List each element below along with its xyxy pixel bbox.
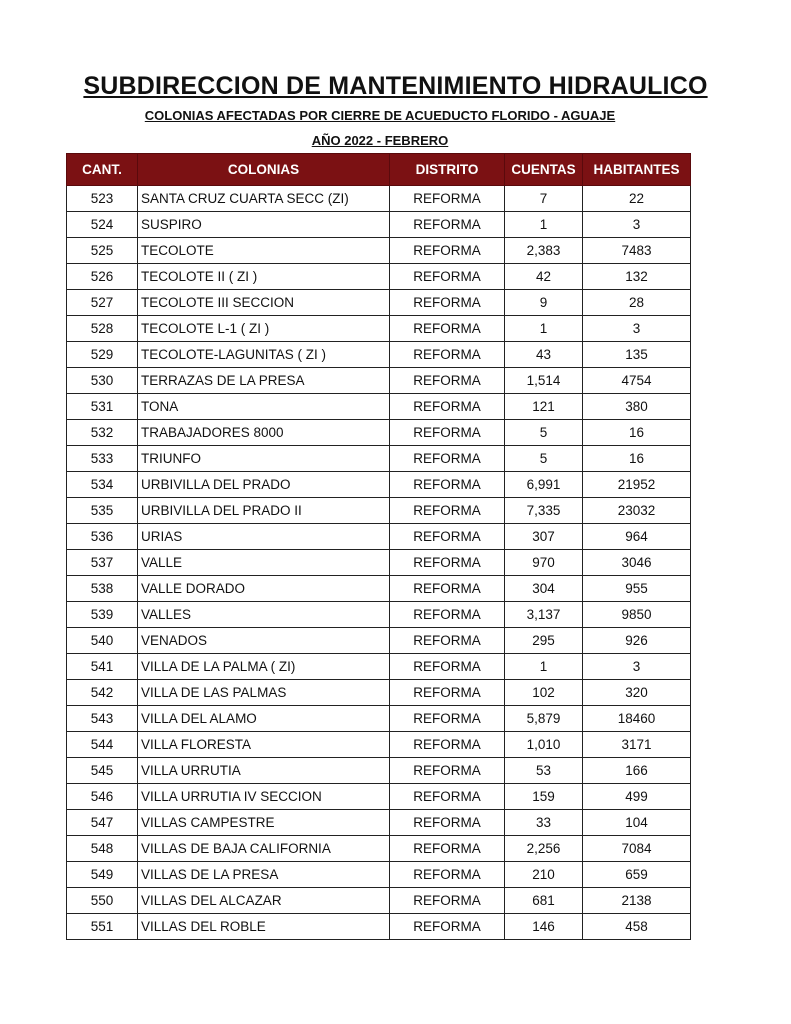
cell-colonia: SANTA CRUZ CUARTA SECC (ZI)	[138, 186, 390, 212]
cell-cuentas: 1	[505, 654, 583, 680]
cell-cant: 525	[67, 238, 138, 264]
cell-cant: 545	[67, 758, 138, 784]
cell-distrito: REFORMA	[390, 862, 505, 888]
table-row	[67, 758, 691, 784]
cell-distrito: REFORMA	[390, 316, 505, 342]
header-habitantes: HABITANTES	[583, 154, 691, 186]
table-row	[67, 550, 691, 576]
cell-colonia: VILLAS DEL ALCAZAR	[138, 888, 390, 914]
cell-distrito: REFORMA	[390, 706, 505, 732]
cell-cuentas: 102	[505, 680, 583, 706]
cell-cant: 526	[67, 264, 138, 290]
table-row	[67, 836, 691, 862]
cell-distrito: REFORMA	[390, 628, 505, 654]
cell-cuentas: 2,383	[505, 238, 583, 264]
cell-cant: 536	[67, 524, 138, 550]
report-period: AÑO 2022 - FEBRERO	[311, 133, 449, 148]
cell-cant: 534	[67, 472, 138, 498]
cell-distrito: REFORMA	[390, 732, 505, 758]
table-row	[67, 680, 691, 706]
cell-cant: 544	[67, 732, 138, 758]
cell-distrito: REFORMA	[390, 784, 505, 810]
cell-colonia: URBIVILLA DEL PRADO	[138, 472, 390, 498]
table-row	[67, 316, 691, 342]
table-row	[67, 602, 691, 628]
cell-colonia: TONA	[138, 394, 390, 420]
cell-cant: 541	[67, 654, 138, 680]
cell-habitantes: 964	[583, 524, 691, 550]
cell-habitantes: 16	[583, 446, 691, 472]
cell-colonia: URBIVILLA DEL PRADO II	[138, 498, 390, 524]
cell-habitantes: 135	[583, 342, 691, 368]
cell-cuentas: 970	[505, 550, 583, 576]
cell-distrito: REFORMA	[390, 342, 505, 368]
cell-distrito: REFORMA	[390, 836, 505, 862]
table-row	[67, 888, 691, 914]
cell-cant: 532	[67, 420, 138, 446]
cell-habitantes: 18460	[583, 706, 691, 732]
table-row	[67, 368, 691, 394]
cell-colonia: VILLA URRUTIA	[138, 758, 390, 784]
cell-cant: 543	[67, 706, 138, 732]
cell-cant: 523	[67, 186, 138, 212]
cell-cant: 539	[67, 602, 138, 628]
header-cuentas: CUENTAS	[505, 154, 583, 186]
cell-cant: 546	[67, 784, 138, 810]
cell-colonia: VILLAS DE LA PRESA	[138, 862, 390, 888]
cell-colonia: VALLE DORADO	[138, 576, 390, 602]
cell-habitantes: 3	[583, 316, 691, 342]
cell-colonia: TECOLOTE	[138, 238, 390, 264]
table-row	[67, 862, 691, 888]
cell-cuentas: 307	[505, 524, 583, 550]
cell-colonia: TERRAZAS DE LA PRESA	[138, 368, 390, 394]
cell-distrito: REFORMA	[390, 758, 505, 784]
cell-habitantes: 3171	[583, 732, 691, 758]
cell-colonia: SUSPIRO	[138, 212, 390, 238]
cell-colonia: TRIUNFO	[138, 446, 390, 472]
table-row	[67, 654, 691, 680]
cell-distrito: REFORMA	[390, 238, 505, 264]
cell-cuentas: 7,335	[505, 498, 583, 524]
cell-cuentas: 2,256	[505, 836, 583, 862]
cell-cuentas: 681	[505, 888, 583, 914]
table-row	[67, 784, 691, 810]
table-row	[67, 420, 691, 446]
cell-colonia: VILLAS DE BAJA CALIFORNIA	[138, 836, 390, 862]
cell-distrito: REFORMA	[390, 446, 505, 472]
cell-cuentas: 42	[505, 264, 583, 290]
cell-cuentas: 5,879	[505, 706, 583, 732]
cell-habitantes: 23032	[583, 498, 691, 524]
cell-habitantes: 926	[583, 628, 691, 654]
cell-habitantes: 132	[583, 264, 691, 290]
cell-colonia: TECOLOTE III SECCION	[138, 290, 390, 316]
cell-colonia: VALLE	[138, 550, 390, 576]
cell-cuentas: 5	[505, 446, 583, 472]
cell-cant: 551	[67, 914, 138, 940]
cell-cant: 548	[67, 836, 138, 862]
cell-cant: 537	[67, 550, 138, 576]
table-row	[67, 524, 691, 550]
cell-cuentas: 1	[505, 212, 583, 238]
cell-colonia: VILLA URRUTIA IV SECCION	[138, 784, 390, 810]
table-row	[67, 498, 691, 524]
cell-cuentas: 159	[505, 784, 583, 810]
cell-cant: 550	[67, 888, 138, 914]
cell-habitantes: 104	[583, 810, 691, 836]
cell-colonia: TECOLOTE L-1 ( ZI )	[138, 316, 390, 342]
cell-habitantes: 458	[583, 914, 691, 940]
cell-colonia: TECOLOTE II ( ZI )	[138, 264, 390, 290]
cell-distrito: REFORMA	[390, 472, 505, 498]
header-cant: CANT.	[67, 154, 138, 186]
cell-distrito: REFORMA	[390, 290, 505, 316]
cell-colonia: VILLAS CAMPESTRE	[138, 810, 390, 836]
cell-distrito: REFORMA	[390, 914, 505, 940]
cell-cuentas: 1,010	[505, 732, 583, 758]
cell-cant: 538	[67, 576, 138, 602]
table-row	[67, 732, 691, 758]
cell-cant: 547	[67, 810, 138, 836]
cell-cuentas: 53	[505, 758, 583, 784]
cell-cuentas: 5	[505, 420, 583, 446]
cell-colonia: VILLAS DEL ROBLE	[138, 914, 390, 940]
table-row	[67, 290, 691, 316]
cell-distrito: REFORMA	[390, 602, 505, 628]
cell-habitantes: 955	[583, 576, 691, 602]
cell-cant: 527	[67, 290, 138, 316]
cell-distrito: REFORMA	[390, 680, 505, 706]
cell-habitantes: 22	[583, 186, 691, 212]
cell-cuentas: 146	[505, 914, 583, 940]
cell-colonia: VILLA DE LA PALMA ( ZI)	[138, 654, 390, 680]
cell-distrito: REFORMA	[390, 498, 505, 524]
table-header-row	[67, 154, 691, 186]
cell-cuentas: 304	[505, 576, 583, 602]
table-row	[67, 264, 691, 290]
cell-cuentas: 9	[505, 290, 583, 316]
table-row	[67, 238, 691, 264]
cell-cant: 535	[67, 498, 138, 524]
cell-habitantes: 28	[583, 290, 691, 316]
cell-habitantes: 7084	[583, 836, 691, 862]
cell-habitantes: 380	[583, 394, 691, 420]
cell-cuentas: 3,137	[505, 602, 583, 628]
cell-colonia: URIAS	[138, 524, 390, 550]
cell-cant: 542	[67, 680, 138, 706]
cell-cant: 531	[67, 394, 138, 420]
colonias-table	[66, 153, 691, 940]
table-row	[67, 810, 691, 836]
cell-cuentas: 7	[505, 186, 583, 212]
header-colonias: COLONIAS	[138, 154, 390, 186]
table-row	[67, 394, 691, 420]
cell-habitantes: 659	[583, 862, 691, 888]
cell-distrito: REFORMA	[390, 810, 505, 836]
cell-cuentas: 1	[505, 316, 583, 342]
cell-colonia: TRABAJADORES 8000	[138, 420, 390, 446]
cell-cant: 530	[67, 368, 138, 394]
cell-habitantes: 3	[583, 212, 691, 238]
cell-habitantes: 320	[583, 680, 691, 706]
cell-habitantes: 3046	[583, 550, 691, 576]
cell-cuentas: 210	[505, 862, 583, 888]
cell-cuentas: 43	[505, 342, 583, 368]
cell-distrito: REFORMA	[390, 524, 505, 550]
cell-habitantes: 3	[583, 654, 691, 680]
cell-habitantes: 7483	[583, 238, 691, 264]
table-body	[67, 186, 691, 940]
cell-cant: 533	[67, 446, 138, 472]
cell-habitantes: 499	[583, 784, 691, 810]
cell-distrito: REFORMA	[390, 888, 505, 914]
table-row	[67, 446, 691, 472]
cell-distrito: REFORMA	[390, 186, 505, 212]
cell-habitantes: 16	[583, 420, 691, 446]
cell-habitantes: 9850	[583, 602, 691, 628]
cell-cuentas: 1,514	[505, 368, 583, 394]
cell-habitantes: 4754	[583, 368, 691, 394]
cell-cuentas: 121	[505, 394, 583, 420]
cell-cuentas: 33	[505, 810, 583, 836]
cell-distrito: REFORMA	[390, 264, 505, 290]
cell-distrito: REFORMA	[390, 368, 505, 394]
cell-distrito: REFORMA	[390, 576, 505, 602]
cell-distrito: REFORMA	[390, 212, 505, 238]
cell-distrito: REFORMA	[390, 394, 505, 420]
header-distrito: DISTRITO	[390, 154, 505, 186]
cell-distrito: REFORMA	[390, 550, 505, 576]
page-subtitle: COLONIAS AFECTADAS POR CIERRE DE ACUEDUCTO FLORIDO - AGUAJE	[144, 108, 616, 123]
table-row	[67, 212, 691, 238]
table-row	[67, 576, 691, 602]
cell-cant: 528	[67, 316, 138, 342]
table-row	[67, 342, 691, 368]
cell-cant: 529	[67, 342, 138, 368]
cell-cuentas: 6,991	[505, 472, 583, 498]
cell-colonia: VALLES	[138, 602, 390, 628]
cell-habitantes: 21952	[583, 472, 691, 498]
cell-distrito: REFORMA	[390, 420, 505, 446]
cell-habitantes: 2138	[583, 888, 691, 914]
table-row	[67, 628, 691, 654]
cell-colonia: VILLA DEL ALAMO	[138, 706, 390, 732]
table-row	[67, 472, 691, 498]
cell-cant: 540	[67, 628, 138, 654]
cell-cuentas: 295	[505, 628, 583, 654]
page-title: SUBDIRECCION DE MANTENIMIENTO HIDRAULICO	[83, 72, 708, 100]
cell-colonia: VENADOS	[138, 628, 390, 654]
cell-cant: 524	[67, 212, 138, 238]
table-row	[67, 706, 691, 732]
cell-colonia: VILLA FLORESTA	[138, 732, 390, 758]
cell-cant: 549	[67, 862, 138, 888]
cell-habitantes: 166	[583, 758, 691, 784]
cell-colonia: TECOLOTE-LAGUNITAS ( ZI )	[138, 342, 390, 368]
table-row	[67, 914, 691, 940]
table-row	[67, 186, 691, 212]
cell-distrito: REFORMA	[390, 654, 505, 680]
cell-colonia: VILLA DE LAS PALMAS	[138, 680, 390, 706]
